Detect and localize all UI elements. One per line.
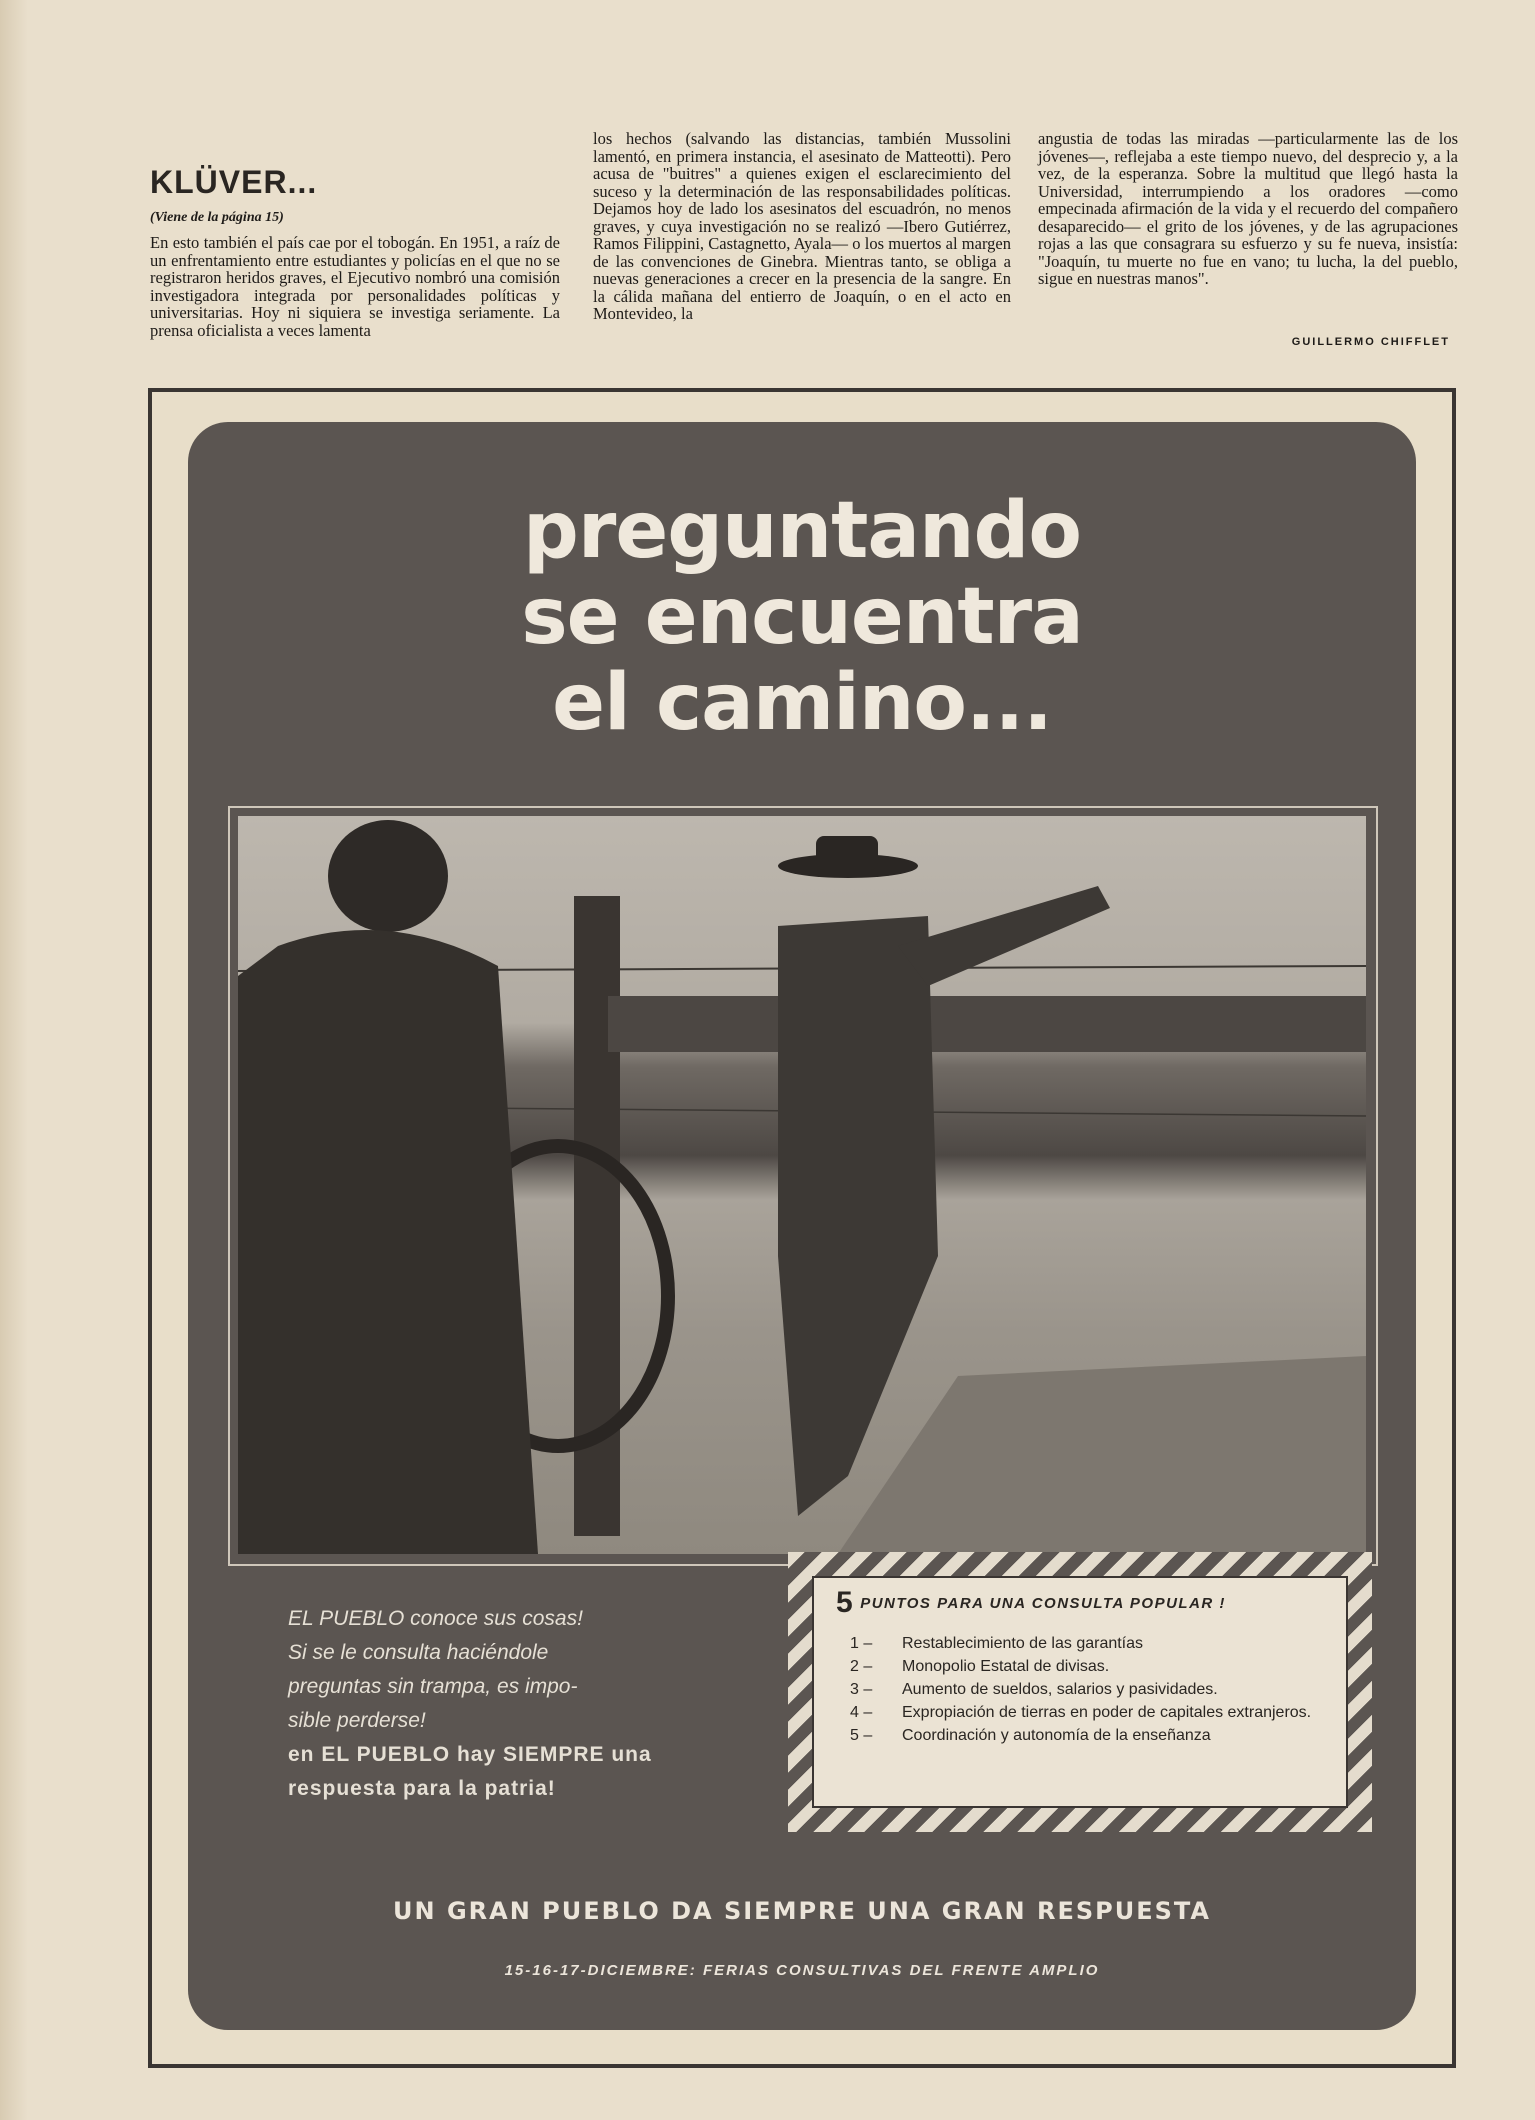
ad-line-1: EL PUEBLO conoce sus cosas!: [288, 1607, 583, 1630]
point-number: 2 –: [850, 1658, 873, 1675]
point-text: Restablecimiento de las garantías: [902, 1635, 1144, 1652]
point-number: 3 –: [850, 1681, 873, 1698]
ad-panel: [188, 422, 1416, 2030]
list-item: [850, 1657, 1340, 1677]
photo-frame: [228, 806, 1378, 1566]
point-number: 5 –: [850, 1727, 873, 1744]
points-inner: [812, 1576, 1348, 1808]
ad-bold-line-1: en EL PUEBLO hay SIEMPRE una: [288, 1743, 652, 1766]
ad-slogan: UN GRAN PUEBLO DA SIEMPRE UNA GRAN RESPUESTA: [393, 1897, 1211, 1925]
ad-headline: [188, 488, 1416, 746]
photo: [238, 816, 1366, 1554]
photo-illustration: [238, 816, 1366, 1554]
point-text: Coordinación y autonomía de la enseñanza: [902, 1727, 1211, 1744]
list-item: [850, 1703, 1340, 1723]
ad-headline-line-3: el camino...: [552, 658, 1052, 748]
point-text: Aumento de sueldos, salarios y pasividades.: [902, 1681, 1218, 1698]
point-number: 1 –: [850, 1635, 873, 1652]
article-headline: KLÜVER...: [150, 164, 318, 200]
article: [150, 130, 1460, 360]
ad-line-2: Si se le consulta haciéndole: [288, 1641, 549, 1664]
point-text: Expropiación de tierras en poder de capitales extranjeros.: [902, 1704, 1312, 1721]
article-column-3: angustia de todas las miradas —particularmente las de los jóvenes—, reflejaba a este tiempo nuevo, del desprecio y, a la vez, de la esperanza. Sobre la multitud que llegó hasta la Universidad, interrumpiendo a los oradores —como empecinada afirmación de la vida y el recuerdo del compañero desaparecido— el grito de los jóvenes, y de las agrupaciones rojas a las que consagrara su esfuerzo y su fe nueva, insistía: "Joaquín, tu muerte no fue en vano; tu lucha, la del pueblo, sigue en nuestras manos".: [1038, 129, 1458, 288]
list-item: [850, 1726, 1340, 1746]
byline: GUILLERMO CHIFFLET: [1291, 336, 1450, 348]
points-title-text: PUNTOS PARA UNA CONSULTA POPULAR !: [860, 1595, 1226, 1612]
ad-headline-line-2: se encuentra: [521, 572, 1083, 662]
points-list: [850, 1634, 1340, 1749]
points-number: 5: [836, 1586, 855, 1619]
list-item: [850, 1680, 1340, 1700]
point-number: 4 –: [850, 1704, 873, 1721]
ad-headline-line-1: preguntando: [523, 486, 1081, 576]
continued-note: (Viene de la página 15): [150, 210, 284, 225]
article-column-2: los hechos (salvando las distancias, también Mussolini lamentó, en primera instancia, el asesinato de Matteotti). Pero acusa de "buitres" a quienes exigen el esclarecimiento del suceso y la determinación de las responsabilidades políticas. Dejamos hoy de lado los asesinatos del escuadrón, no menos graves, y cuya investigación no se realizó —Ibero Gutiérrez, Ramos Filippini, Castagnetto, Ayala— o los muertos al margen de las convenciones de Ginebra. Mientras tanto, se obliga a nuevas generaciones a crecer en la presencia de la sangre. En la cálida mañana del entierro de Joaquín, o en el acto en Montevideo, la: [593, 129, 1011, 323]
article-column-1: En esto también el país cae por el tobogán. En 1951, a raíz de un enfrentamiento entre estudiantes y policías en el que no se registraron heridos graves, el Ejecutivo nombró una comisión investigadora integrada por personalidades políticas y universitarias. Hoy ni siquiera se investiga seriamente. La prensa oficialista a veces lamenta: [150, 233, 560, 340]
ad-dates: 15-16-17-DICIEMBRE: FERIAS CONSULTIVAS DEL FRENTE AMPLIO: [504, 1962, 1100, 1979]
point-text: Monopolio Estatal de divisas.: [902, 1658, 1110, 1675]
ad-line-4: sible perderse!: [288, 1709, 426, 1732]
points-title: [836, 1586, 1226, 1620]
ad-line-3: preguntas sin trampa, es impo-: [288, 1675, 578, 1698]
paper-edge: [0, 0, 28, 2120]
points-box: [788, 1552, 1372, 1832]
ad-body-text: [288, 1602, 728, 1806]
ad-bold-line-2: respuesta para la patria!: [288, 1777, 556, 1800]
advertisement: [148, 388, 1456, 2068]
list-item: [850, 1634, 1340, 1654]
